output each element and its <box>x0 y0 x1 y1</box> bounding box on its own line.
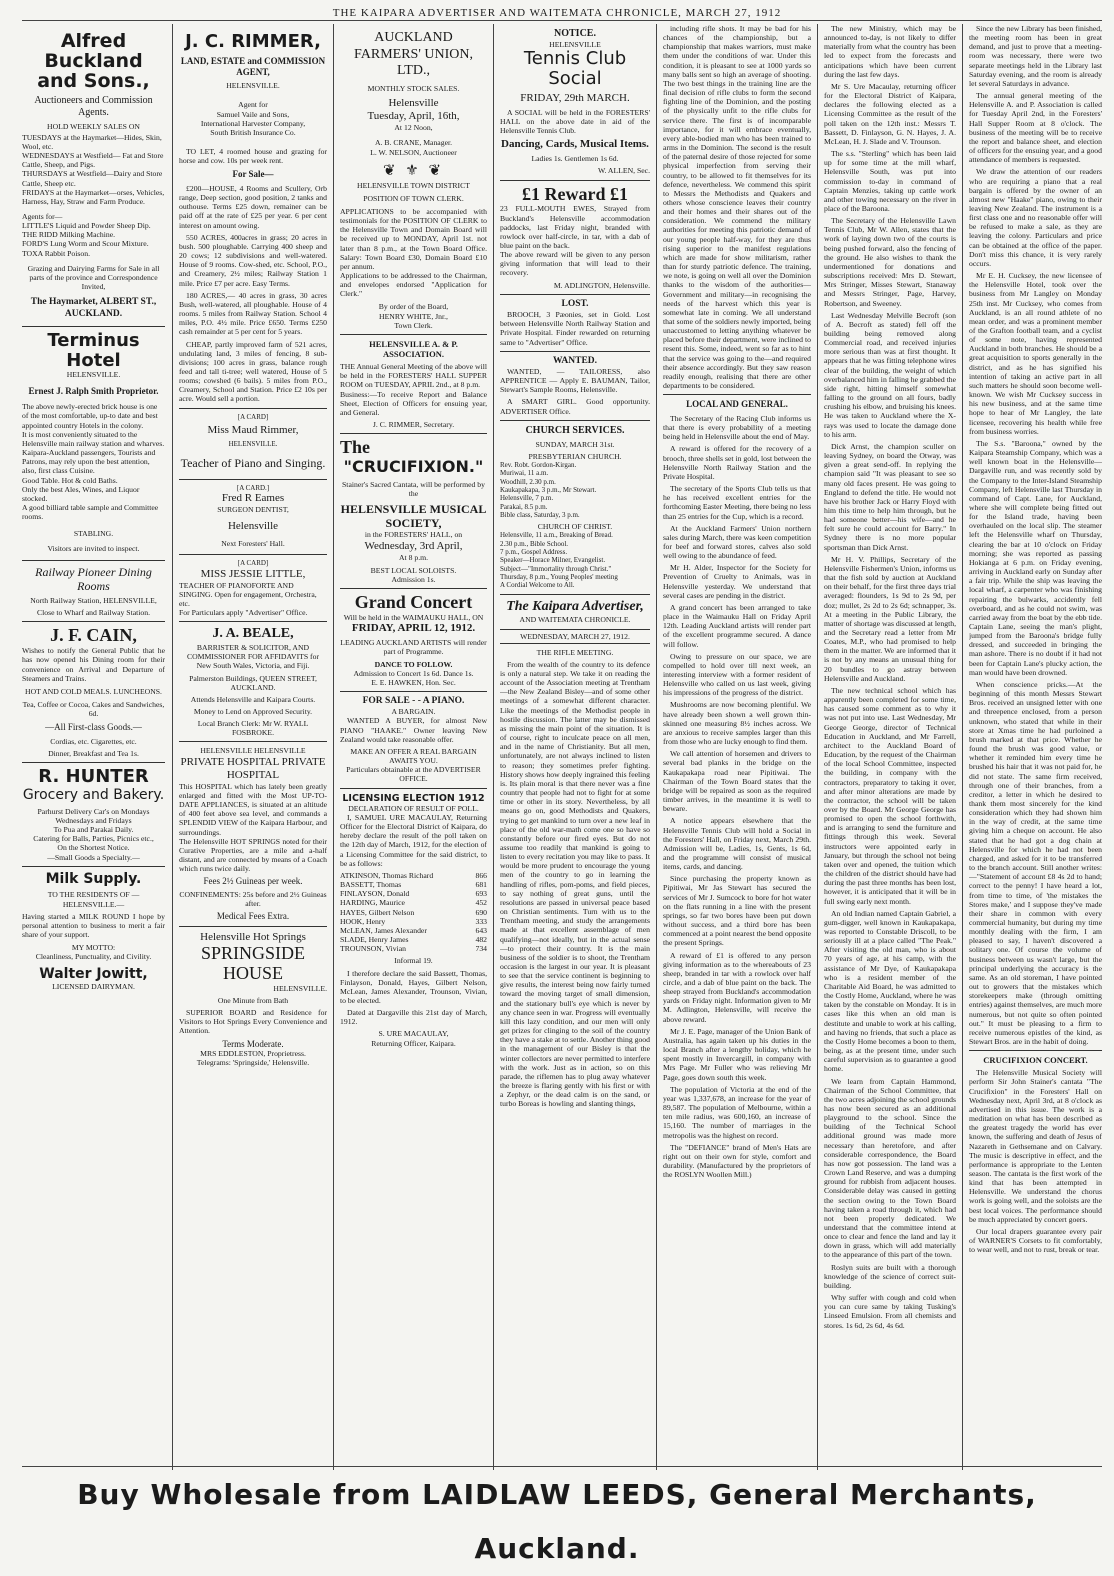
eames-address: Next Foresters' Hall. <box>221 539 285 549</box>
crucifixion-soloists: BEST LOCAL SOLOISTS. <box>370 565 457 575</box>
rimmer-role: LAND, ESTATE and COMMISSION AGENT, <box>180 55 326 77</box>
particulars: Particulars obtainable at the ADVERTISER OFFICE. <box>346 765 481 784</box>
news-para: Mr H. V. Phillips, Secretary of the Helensville Fishermen's Union, informs us that the fish sold by auction at Auckland on their behalf, for the first three days trial averaged: flounders, 1s 9d to 2s 9d, per doz; mullet, 2s 2d to 2s 6d; schnapper, 3s. At a meeting in the Public Library, the matter of shortage was discussed at length, and the Secretary read a letter from Mr Coates, M.P., who had promised to help them in the matter. We are informed that it is not by any means an unusual thing for 20 bundles to go astray between Helensville and Auckland. <box>824 554 956 683</box>
beale-money: Money to Lend on Approved Security. <box>193 707 313 717</box>
concert-leading: LEADING AUCKLAND ARTISTS will render part of Programme. <box>340 638 487 657</box>
crucifixion-admission: Admission 1s. <box>391 575 436 585</box>
candidate-name: McLEAN, James Alexander <box>340 925 427 935</box>
local-para: Mr H. Alder, Inspector for the Society for Prevention of Cruelty to Animals, was in Helensville yesterday. We understand that several cases are pending in the district. <box>663 563 811 600</box>
eames-role: SURGEON DENTIST, <box>217 505 289 514</box>
lost-body: BROOCH, 3 Pæonies, set in Gold. Lost between Helensville North Railway Station and Private Hospital. Finder rewarded on returning same to "Advertiser" Office. <box>500 310 650 347</box>
cain-goods: —All First-class Goods.— <box>45 722 142 733</box>
sale-cheap: CHEAP, partly improved farm of 521 acres, undulating land, 3 miles of fencing, 8 sub-divisions; 100 acres in grass, balance rough feed and tall ti-tree; well watered, House of 5 rooms; cowshed (6 bails). 5 miles from P.O., Creamery, School and Station. Price £2 10s per acre. Would sell a portion. <box>179 339 327 404</box>
candidate-votes: 690 <box>475 907 487 917</box>
local-para: Mr J. E. Page, manager of the Union Bank of Australia, has again taken up his duties in the local Branch after a lengthy holiday, which he spent mostly in Invercargill, in company with Mrs Page. Mr Fuller who was relieving Mr Page, goes down south this week. <box>663 1026 811 1082</box>
eames-card: [A CARD.] <box>236 483 270 492</box>
column-3 <box>340 24 487 1466</box>
cain-body: Wishes to notify the General Public that he has now opened his Dining room for their convenience on Arrival and Departure of Steamers and Trains. <box>22 646 165 683</box>
maud-rimmer-town: HELENSVILLE. <box>228 440 278 448</box>
afu-name: AUCKLAND FARMERS' UNION, LTD., <box>354 30 473 79</box>
crucifixion-in: in the FORESTERS' HALL, on <box>364 530 463 540</box>
church-of-christ-head: CHURCH OF CHRIST. <box>537 522 613 532</box>
divider <box>22 560 165 561</box>
column-rule <box>656 24 657 1470</box>
candidate-name: FINLAYSON, Donald <box>340 889 410 899</box>
to-let: TO LET, 4 roomed house and grazing for horse and cow. 10s per week rent. <box>179 146 327 166</box>
candidate-votes: 693 <box>475 889 487 899</box>
local-para: A reward of £1 is offered to any person giving information as to the whereabouts of 23 sheep, branded in tar with a rowlock over half circle, and a dab of blue paint on the back. The sheep strayed from Buckland's accommodation yards on Friday night. Information given to Mr M. Adlington, Helensville, will receive the above reward. <box>663 950 811 1024</box>
warner-corsets: Our local drapers guarantee every pair of WARNER'S Corsets to fit comfortably, to wear well, and not to rust, break or tear. <box>969 1226 1102 1255</box>
candidate-row <box>340 898 487 907</box>
candidate-row <box>340 871 487 880</box>
column-1 <box>22 24 165 1466</box>
buckland-grazing: Grazing and Dairying Farms for Sale in all parts of the province and Correspondence Invited, <box>27 263 160 292</box>
top-rule <box>22 20 1102 21</box>
eames-town: Helensville <box>227 520 279 533</box>
lost-head: LOST. <box>561 298 589 309</box>
cain-dinner: Dinner, Breakfast and Tea 1s. <box>48 749 139 759</box>
reward-body: 23 FULL-MOUTH EWES, Strayed from Buckland's Helensville accommodation paddocks, last Friday night, branded with rowlock over half-circle, in tar, with a dab of blue paint on the back. The above reward will be given to any person giving information that will lead to their recovery. <box>500 204 650 278</box>
afu-town: Helensville <box>388 97 439 110</box>
candidate-votes: 333 <box>475 916 487 926</box>
news-para: Why suffer with cough and cold when you can cure same by taking Tusking's Linseed Emulsion. From all chemists and stores. 1s 6d, 2s 6d, 4s 6d. <box>824 1293 956 1330</box>
buckland-agents: Agents for— LITTLE'S Liquid and Powder Sheep Dip. THE RIDD Milking Machine. FORD'S Lung Worm and Scour Mixture. TOXA Rabbit Poison. <box>22 212 151 258</box>
local-para: We call attention of horsemen and drivers to several bad planks in the bridge on the Kaukapakapa road near Pipitiwai. The Chairman of the Town Board states that the bridge will be repaired as soon as the required timber arrives, in the meantime it is well to beware. <box>663 749 811 814</box>
candidate-row <box>340 880 487 889</box>
divider <box>500 351 650 352</box>
local-para: The secretary of the Sports Club tells us that he has received excellent entries for the forthcoming Easter Meeting, there being no less than 25 entries for the Cup, which is a record. <box>663 484 811 521</box>
maud-rimmer-name: Miss Maud Rimmer, <box>207 423 299 436</box>
cain-cordials: Cordias, etc. Cigarettes, etc. <box>50 737 137 747</box>
springs-proprietress: MRS EDDLESTON, Proprietress. <box>200 1049 306 1059</box>
church-head: CHURCH SERVICES. <box>525 424 625 436</box>
licensing-declaration: DECLARATION OF RESULT OF POLL. <box>348 803 479 813</box>
wanted-head: WANTED. <box>552 355 598 366</box>
maud-rimmer-role: Teacher of Piano and Singing. <box>180 456 326 471</box>
rifle-body-2: including rifle shots. It may be bad for his chances of the championship, but a championship that makes warriors, must make them under the conditions of war. Under this condition, it is pleasant to see at 1000 yards so many balls sent so high an average of shooting. The two best things in the training line are the final decision of rifle clubs to form the second fighting line of the Dominion, and the posting of the physically unfit to the rifle clubs for service there. The first is of incomparable importance, for it will embrace eventually, every able-bodied man who has been trained to arms in the Dominion. The second is the result of the paternal desire of those rejected for some physical imperfection from serving their country, to be allowed to fit themselves for its defence, nevertheless. We commend this spirit to Messrs the Methodists and Quakers and others whose conscience leaves their country and their homes and their shares out of the consideration. We commend the military authorities for meeting this patriotic demand of our young people half-way, for they are thus rising superior to the manifest regulations which are made for show militarism, rather than for sturdy patriotic defence. The training, we note, is going on well all over the Dominion thanks to the wisdom of the authorities—Government and military—in recognising the needs of the harvest which this year is somewhat late in coming. We all understand that some of the soldiers newly imported, being unaccustomed to letting anything whatever be placed before their department, were inclined to resent this. Some, indeed, went so far as to hint that the service was going to the—and required their absence accordingly. But they saw reason readily enough, realising that there are other departments to be considered. <box>663 24 811 391</box>
reward-head: £1 Reward £1 <box>522 183 628 204</box>
beale-attend: Attends Helensville and Kaipara Courts. <box>190 694 316 704</box>
news-para: Mr S. Ure Macaulay, returning officer for the Electoral District of Kaipara, declares the following elected as a Licensing Committee as the result of the poll taken on the 12th inst.: Messrs T. Bassett, D. Finlayson, G. N. Hayes, J. A. McLean, H. J. Slade and V. Trounson. <box>824 81 956 146</box>
news-para: The Secretary of the Helensville Lawn Tennis Club, Mr W. Allen, states that the work of laying down two of the courts is being pushed forward, also the fencing of the ground. He also wishes to thank the undermentioned for donations and subscriptions received: Mrs D. Stewart, Mrs Stringer, Misses Stewart, Stanaway and Messrs Stringer, Page, Harvey, Robertson, and Sweeney. <box>824 216 956 308</box>
local-para: A reward is offered for the recovery of a brooch, three shells set in gold, lost between the Helensville North Railway Station and the Private Hospital. <box>663 444 811 481</box>
candidate-name: BASSETT, Thomas <box>340 880 402 890</box>
buckland-sales: TUESDAYS at the Haymarket—Hides, Skin, Wool, etc. WEDNESDAYS at Westfield— Fat and Store Cattle, Sheep, and Pigs. THURSDAYS at Westfield—Dairy and Store Cattle, Sheep etc. FRIDAYS at the Haymarket—orses, Vehicles, Harness, Hay, Straw and Farm Produce. <box>22 132 165 206</box>
candidate-row <box>340 917 487 926</box>
divider <box>22 621 165 622</box>
springs-town: HELENSVILLE. <box>273 983 327 993</box>
springs-name: SPRINGSIDE HOUSE <box>200 943 306 983</box>
piano-head: FOR SALE - - A PIANO. <box>362 696 465 706</box>
elected-intro: I therefore declare the said Bassett, Thomas, Finlayson, Donald, Hayes, Gilbert Nelson, McLean, James Alexander, Trounson, Vivian, to be elected. <box>340 968 487 1005</box>
hunter-body: Parhurst Delivery Car's on Mondays Wednesdays and Fridays To Pua and Parakai Daily. Catering for Balls, Parties, Picnics etc., On the Shortest Notice. —Small Goods a Specialty.— <box>33 806 154 862</box>
springs-head: Helensville Hot Springs <box>200 931 306 944</box>
divider <box>22 866 165 867</box>
divider <box>663 394 811 395</box>
hospital-fees: Fees 2½ Guineas per week. <box>203 876 303 887</box>
divider <box>500 594 650 595</box>
local-para: The population of Victoria at the end of the year was 1,337,678, an increase for the year of 89,587. The population of Melbourne, within a ten mile radius, was 600,160, an increase of 15,160. The number of marriages in the metropolis was the highest on record. <box>663 1084 811 1140</box>
informal-votes: Informal 19. <box>394 956 433 966</box>
divider <box>179 554 327 555</box>
local-para: A grand concert has been arranged to take place in the Waimauku Hall on Friday April 12th. Leading Auckland artists will render part of the excellent programme secured. A dance will follow. <box>663 602 811 649</box>
divider <box>179 408 327 409</box>
footer-banner: Buy Wholesale from LAIDLAW LEEDS, General Merchants, Auckland. <box>77 1478 1037 1565</box>
card-label: [A CARD] <box>237 412 269 421</box>
railway-location: North Railway Station, HELENSVILLE, <box>30 596 157 606</box>
for-sale: For Sale— <box>232 169 274 180</box>
candidate-name: SLADE, Henry James <box>340 935 409 945</box>
terminus-stabling: STABLING. <box>73 529 114 539</box>
afu-sales: MONTHLY STOCK SALES. <box>367 83 460 93</box>
paper-name: The Kaipara Advertiser, <box>506 598 644 614</box>
news-para: The annual general meeting of the Helensville A. and P. Association is called for Tuesday April 2nd, in the Foresters' Hall Supper Room at 8 o'clock. The business of the meeting will be to receive the report and balance sheet, and election of officers for the ensuing year, and a good attendance of members is requested. <box>969 91 1102 165</box>
concert-held: Will be held in the WAIMAUKU HALL, ON <box>343 612 484 622</box>
news-para: Mr E. H. Cucksey, the new licensee of the Helensville Hotel, took over the business from Mr Langley on Monday 25th inst. Mr Cucksey, who comes from Auckland, is an all round athlete of no mean order, and was a prominent member of the Grafton football team, and a cyclist of some note, having represented Auckland in both branches. He should be a great acquisition to sports generally in the district, and as he has signified his intention of taking an active part in all such matters he should soon become well-known. We wish Mr Cucksey success in his new business, and at the same time hope to hear of Mr Langley, the late licensee, recovering his health while free from business worries. <box>969 271 1102 436</box>
column-rule <box>817 24 818 1470</box>
afu-date: Tuesday, April, 16th, <box>367 110 460 123</box>
milk-to: TO THE RESIDENTS OF —HELENSVILLE.— <box>47 890 140 909</box>
candidate-votes: 681 <box>475 880 487 890</box>
candidate-votes: 734 <box>475 944 487 954</box>
district-body: APPLICATIONS to be accompanied with testimonials for the POSITION OF CLERK to the Helensville Town and Domain Board will be received up to MONDAY, April 1st. not later than 8 p.m., at the Town Board Office. Salary: Town Board £30, Domain Board £10 per annum. Applications to be addressed to the Chairman, and envelopes endorsed "Application for Clerk." <box>340 206 487 299</box>
news-para: The s.s. "Sterling" which has been laid up for some time at the mill wharf, Helensville South, was put into commission to-day in command of Captain Menzies, taking up cattle work and other towing necessary on the river in place of the Baroona. <box>824 149 956 213</box>
make-offer: MAKE AN OFFER A REAL BARGAIN AWAITS YOU. <box>350 746 477 766</box>
news-para: We draw the attention of our readers who are requiring a piano that a real bargain is offered by the owner of an almost new "Haake" piano, owing to their leaving New Zealand. The instrument is a first class one and no reasonable offer will be refused to make a sale, as they are leaving the colony. Particulars and price can be obtained at the office of the paper. Don't miss this chance, it is very rarely occurs. <box>969 167 1102 268</box>
candidate-list <box>340 871 487 953</box>
tennis-title: Tennis Club Social <box>523 48 627 89</box>
bottom-rule <box>22 1466 1102 1467</box>
jowitt-role: LICENSED DAIRYMAN. <box>52 982 135 992</box>
little-body: TEACHER OF PIANOFORTE AND SINGING. Open for engagement, Orchestra, etc. For Particulars apply "Advertiser" Office. <box>179 580 317 618</box>
local-para: The Secretary of the Racing Club informs us that there is every probability of a meeting being held in Helensville about the end of May. <box>663 413 811 442</box>
rimmer-town: HELENSVILLE. <box>226 81 280 91</box>
candidate-votes: 866 <box>475 870 487 880</box>
news-para: The new technical school which has apparently been completed for some time, has caused some comment as to why it was not put into use. Last Wednesday, Mr George George, director of Technical Education in Auckland, and Mr Farrell, architect to the Auckland Board of Education, by the request of the Chairman of the local School Committee, inspected the building, in company with the contractors, preparatory to taking it over, and after minor alterations are made by the contractor, the school will be taken over by the Board. Mr George George has promised to open the school forthwith, and is arranging to send the furniture and fittings through this week. Several instructors were appointed early in January, but through the school not being taken over and opened, the tuition which the children of the district should have had during the past three months has been lost, however, it is anticipated that it will be in full swing early next month. <box>824 685 956 906</box>
news-para: Last Wednesday Melville Becroft (son of A. Becroft as stated) fell off the building being removed along Commercial road, and received injuries more serious than was at first thought. It appears that he was fitting telephone wires clear of the building, the weight of which overbalanced him in falling he grabbed the side right, hitting himself somewhat falling to the ground on all fours, badly crushing his elbow, and bruising his knees. He was taken to Auckland where the X-rays was used to locate the damage done to his arm. <box>824 310 956 439</box>
afu-people: A. B. CRANE, Manager. L. W. NELSON, Auctioneer <box>370 138 457 157</box>
paper-and: AND WAITEMATA CHRONICLE. <box>519 615 631 625</box>
column-rule <box>493 24 494 1470</box>
tennis-dancing: Dancing, Cards, Musical Items. <box>501 138 649 151</box>
candidate-name: HARDING, Maurice <box>340 898 405 908</box>
eames-name: Fred R Eames <box>221 491 285 504</box>
candidate-row <box>340 908 487 917</box>
buckland-address: The Haymarket, ALBERT ST., AUCKLAND. <box>30 297 157 319</box>
rimmer-name: J. C. RIMMER, <box>185 31 321 52</box>
presbyterian-head: PRESBYTERIAN CHURCH. <box>528 451 622 461</box>
local-para: Owing to pressure on our space, we are compelled to hold over till next week, an interesting interview with a former resident of Helensville who called on us last week, giving his impressions of the progress of the district. <box>663 651 811 698</box>
tennis-body: A SOCIAL will be held in the FORESTERS' HALL on the above date in aid of the Helensville Tennis Club. <box>500 107 650 136</box>
licensing-head: LICENSING ELECTION 1912 <box>342 792 485 804</box>
column-4 <box>500 24 650 1466</box>
tennis-prices: Ladies 1s. Gentlemen 1s 6d. <box>531 154 619 164</box>
sale-200: £200—HOUSE, 4 Rooms and Scullery, Orb range, Deep section, good position, 2 tanks and outhouse. Terms £25 down, remainer can be paid off at the rate of £25 per year. 6 per cent interest on amount owing. <box>179 184 327 230</box>
tennis-date: FRIDAY, 29th MARCH. <box>520 91 630 104</box>
rimmer-agent: Agent for Samuel Vaile and Sons, International Harvester Company, South British Insurance Co. <box>200 100 306 137</box>
crucifixion-concert-body: The Helensville Musical Society will perform Sir John Stainer's cantata "The Crucifixion" in the Foresters' Hall on Wednesday next, April 3rd, at 8 o'clock as advertised in this issue. The work is a meditation on what has been described as the greatest tragedy the world has ever known, the suffering and death of Jesus of Nazareth in Gethsemane and on Calvary. The music is descriptive in effect, and the performance is appropriate to the Lenten season. The cantata is the first work of the kind that has been attempted in Helensville. We understand the chorus work is going well, and the soloists are the best local voices. The performance should be much appreciated by concert goers. <box>969 1068 1102 1224</box>
hospital-confinements: CONFINEMENTS: 25s before and 2½ Guineas after. <box>179 890 327 909</box>
candidate-name: HOOK, Henry <box>340 916 386 926</box>
afu-time: At 12 Noon, <box>394 123 433 133</box>
little-card: [A CARD] <box>237 559 269 568</box>
candidate-row <box>340 935 487 944</box>
terminus-town: HELENSVILLE. <box>66 370 121 380</box>
news-para: When conscience pricks.—At the beginning of this month Messrs Stewart Bros. received an unsigned letter with one and threepence enclosed, from a person unknown, who stated that while in their store at Xmas time he had purloined a brush marked at that price. Whether he found the brush was good value, or whether it reminded him every time he brushed his hair that it was not paid for, he did not state. The same firm received, through one of their branches, from a creditor, a letter in which he desired to thank them most sincerely for the kind consideration which they had shown him in the way of credit, at the same time giving him a cheque on account. He also stated that he had got a dog chain at Helensville for which he had not been charged, and asked for it to be transferred to the branch account. Still another writes:—"Statement of account £8 4s 2d to hand; correct to the penny! I have heard a lot, from time to time, of 'the mistakes the Stores make,' and I suppose they've made their share in common with every commercial humanity, but during my time monthly dealing with the firm, I am pleased to say, I haven't discovered a solitary one. Of course the volume of business between us wasn't large, but the principal underlying the accuracy is the same. As an old storeman, I have pointed out to growers that the mistakes which storekeepers make (through omitting entries) against themselves, are much more numerous, but not quite so often pointed out." It must be pleasing to a firm to receive numerous epistles of the kind, as Stewart Bros. are in the habit of doing. <box>969 679 1102 1047</box>
hospital-head: HELENSVILLE HELENSVILLE <box>200 746 306 756</box>
wanted-buyer: WANTED A BUYER, for almost New PIANO "HAAKE." Owner leaving New Zealand would take reasonable offer. <box>340 716 487 744</box>
newspaper-page <box>22 24 1102 1466</box>
springs-telegrams: Telegrams: 'Springside,' Helensville. <box>196 1058 310 1068</box>
divider <box>340 691 487 692</box>
column-6 <box>824 24 956 1466</box>
terminus-body: The above newly-erected brick house is one of the most comfortable, up-to date and best appointed country Hotels in the colony. It is most conveniently situated to the Helensville main railway station and wharves. Kaipara-Auckland passengers, Tourists and Patrons, may rely upon the best attention, also, first class Cuisine. Good Table. Hot & cold Baths. Only the best Ales, Wines, and Liquor stocked. A good billiard table sample and Committee rooms. <box>22 402 165 522</box>
rifle-head: THE RIFLE MEETING. <box>536 647 614 657</box>
news-para: The new Ministry, which may be announced to-day, is not likely to differ materially from what the country has been led to expect from the forecasts and anticipations which have been current during the last few days. <box>824 24 956 79</box>
buckland-name: Alfred Buckland and Sons., <box>37 30 150 92</box>
column-2 <box>179 24 327 1466</box>
divider <box>340 588 487 589</box>
jowitt-name: Walter Jowitt, <box>39 965 148 982</box>
beale-clerk: Local Branch Clerk: Mr W. RYALL FOSBROKE. <box>197 719 309 738</box>
dated: Dated at Dargaville this 21st day of March, 1912. <box>340 1008 487 1027</box>
divider <box>179 926 327 927</box>
springs-minute: One Minute from Bath <box>217 995 289 1005</box>
springs-body: SUPERIOR BOARD and Residence for Visitors to Hot Springs Every Convenience and Attention. <box>179 1008 327 1036</box>
divider <box>22 326 165 327</box>
sale-180: 180 ACRES,— 40 acres in grass, 30 acres Bush, well-watered, all ploughable. House of 4 rooms. 5 miles from Railway Station. School 4 miles, P.O. 4½ mile. Price £650. Terms £250 cash remainder at 5 per cent for 5 years. <box>179 290 327 337</box>
hunter-name: R. HUNTER <box>38 766 149 788</box>
cain-menu: Tea, Coffee or Cocoa, Cakes and Sandwiches, 6d. <box>22 700 165 719</box>
concert-date: FRIDAY, APRIL 12, 1912. <box>351 622 476 635</box>
column-rule <box>333 24 334 1470</box>
rifle-body-1: From the wealth of the country to its defence is only a natural step. We take it on reading the account of the Association meeting at Trentham—the New Zealand Bisley—and of some other meetings of a somewhat different character. Like the meetings of the Methodist people in hostile discussion. The latter may be dismissed as missing the main point of the situation. It is of course, right to inculcate peace on all men, and in the name of Christianity. But all men, unfortunately, are not always inclined to listen to reason; they sometimes prefer fighting. History shows how deeply ingrained this feeling is. Its plain moral is that there never was a fine country that people had not to fight for at some time or other in its story. Nevertheless, by all means go on, good Methodists and Quakers, trying to get mankind to turn over a new leaf in place of the old war-math come one so have so constantly before our fired eyes. But do not assume too readily that mankind is going to listen to every recitation you may like to pass. It would be more prudent to encourage the young men of the country to go in learning the handling of rifles, pom-poms, and field pieces, to say nothing of great guns, until the resolutions are passed in universal peace based on Christian sentiments. Turn with us to the Trentham meeting, and study the arrangements made at that excellent assemblage of men qualifying—not ideally, but in the actual sense—to protect their country. It is the main business of the soldier is to shoot, the Trentham occasion is the largest in our year. It is pleasant to see that the service continent is beginning to give results, the interest being now fairly turned toward the moving target of small dimension, and the stationary bull's eye which is never by any chance seen in war. Progress will eventually kill this lazy condition, and our men will only get prizes for clinging to the soil of the country they have a stake at to settle. Another thing good in the management of our Bisley is that the winter collectors are never permitted to interfere with the work. Just as in action, so on this parade, the riflemen has to plug away whatever the breeze is flaring gently with his first or with a Zephyr, or the dead calm is on the sand, or turbo Boreas is howling and slanting things, <box>500 659 650 1109</box>
news-para: The S.s. "Baroona," owned by the Kaipara Steamship Company, which was a well known boat in the Helensville—Dargaville run, and was recently sold by the Company to the Inter-Island Steamship Company, left Helensville last Thursday in command of Capt. Lane, for Auckland, where she will complete being fitted out for the Island trade, having been overhauled on the local slip. The steamer left the Helensville wharf on Thursday, clearing the bar at 10 o'clock on Friday morning; she was reported as passing Hokianga at 6 p.m. on Friday evening, arriving in Auckland early on Sunday after a fair trip. While the ship was leaving the local wharf, a carpenter who was finishing repairing the bulwarks, accidently fell overboard, and as he could not swim, was carried away from the boat by the ebb tide. Captain Lane, seeing the man's plight, jumped from the Baroona's bridge fully dressed, and succeeded in bringing the man ashore. There is no doubt if it had not been for Captain Lane's plucky action, the man would have been drowned. <box>969 438 1102 677</box>
candidate-row <box>340 889 487 898</box>
divider <box>969 1050 1102 1051</box>
paper-date: WEDNESDAY, MARCH 27, 1912. <box>500 629 650 644</box>
railway-near: Close to Wharf and Railway Station. <box>36 608 150 618</box>
divider <box>179 621 327 622</box>
cain-name: J. F. CAIN, <box>50 625 137 646</box>
divider <box>179 479 327 480</box>
wanted-tailoress: WANTED, — TAILORESS, also APPRENTICE — Apply E. BAUMAN, Tailor, Stewart's Sample Rooms, Helensville. <box>500 367 650 395</box>
crucifixion-title: "CRUCIFIXION." <box>343 457 484 477</box>
milk-motto: MY MOTTO: Cleanliness, Punctuality, and Civility. <box>35 943 152 962</box>
dated-sign: S. URE MACAULAY, Returning Officer, Kaipara. <box>371 1029 456 1048</box>
milk-body: Having started a MILK ROUND I hope by personal attention to business to merit a fair share of your support. <box>22 911 165 940</box>
local-para: Mushrooms are now becoming plentiful. We have already been shown a well grown thin-skinned one measuring 8½ inches across. We are anxious to receive samples larger than this from those who are lucky enough to find them. <box>663 700 811 747</box>
reward-sign: M. ADLINGTON, Helensville. <box>553 280 650 290</box>
candidate-name: TROUNSON, Vivian <box>340 944 407 954</box>
presbyterian-body: Rev. Robt. Gordon-Kirgan. Muriwai, 11 a.m. Woodhill, 2.30 p.m. Kaukapakapa, 3 p.m., Mr Stewart. Helensville, 7 p.m. Parakai, 8.5 p.m. Bible class, Saturday, 3 p.m. <box>500 460 597 519</box>
springs-terms: Terms Moderate. <box>222 1038 284 1049</box>
candidate-name: ATKINSON, Thomas Richard <box>340 870 434 880</box>
concert-admission: Admission to Concert 1s 6d. Dance 1s. <box>353 668 474 678</box>
crest-icon: ❦ ⚜ ❦ <box>382 162 445 179</box>
column-rule <box>172 24 173 1470</box>
district-position: POSITION OF TOWN CLERK. <box>363 193 464 203</box>
district-head: HELENSVILLE TOWN DISTRICT <box>357 180 470 190</box>
buckland-role: Auctioneers and Commission Agents. <box>34 94 153 118</box>
crucifixion-society: HELENSVILLE MUSICAL SOCIETY, <box>340 501 487 531</box>
church-of-christ-body: Helensville, 11 a.m., Breaking of Bread. 2.30 p.m., Bible School. 7 p.m., Gospel Address. Speaker—Horace Milner, Evangelist. Subject—"Immortality through Christ." Thursday, 8 p.m., Young Peoples' meeting A Cordial Welcome to All. <box>500 531 618 590</box>
local-para: A notice appears elsewhere that the Helensville Tennis Club will hold a Social in the Foresters' Hall, on Friday next, March 29th. Admission will be, Ladies, 1s, Gents, 1s 6d, and the programme will consist of musical items, cards, and dancing. <box>663 816 811 872</box>
candidate-row <box>340 926 487 935</box>
divider <box>340 334 487 335</box>
candidate-votes: 643 <box>475 925 487 935</box>
column-5 <box>663 24 811 1466</box>
crucifixion-concert-head: CRUCIFIXION CONCERT. <box>983 1055 1088 1066</box>
ap-body: THE Annual General Meeting of the above will be held in the FORESTERS' HALL SUPPER ROOM on TUESDAY, APRIL 2nd., at 8 p.m. Business:—To receive Report and Balance Sheet, Election of Officers for ensuing year, and General. <box>340 362 487 417</box>
cain-meals: HOT AND COLD MEALS. LUNCHEONS. <box>25 686 162 696</box>
railway-name: Railway Pioneer Dining Rooms <box>35 564 152 593</box>
candidate-name: HAYES, Gilbert Nelson <box>340 907 415 917</box>
tennis-town: HELENSVILLE <box>549 39 601 49</box>
terminus-visitors: Visitors are invited to inspect. <box>47 544 140 554</box>
hunter-trade: Grocery and Bakery. <box>22 787 165 804</box>
hospital-name: PRIVATE HOSPITAL PRIVATE HOSPITAL <box>180 755 326 781</box>
sale-550: 550 ACRES, 400acres in grass; 20 acres in bush. 500 ploughable. Carrying 400 sheep and 20 cows; 12 subdivisions and well-watered. House of 9 rooms. Cow-shed, etc. School, P.O., and Creamery, 2½ miles; Railway Station 1 mile. Price £7 per acre. Easy Terms. <box>179 232 327 288</box>
licensing-body: I, SAMUEL URE MACAULAY, Returning Officer for the Electoral District of Kaipara, do hereby declare the result of the poll taken on the 12th day of March, 1912, for the election of a Licensing Committee for the said district, to be as follows: <box>340 813 487 868</box>
concert-title: Grand Concert <box>354 592 473 613</box>
beale-address: Palmerston Buildings, QUEEN STREET, AUCKLAND. <box>189 673 317 692</box>
news-para: An old Indian named Captain Gabriel, a gum-digger, well known in Kaukapakapa, was reported to Constable Driscoll, to be seriously ill at a place called "The Peak." After visiting the old man, who is about 70 years of age, at his camp, with the assistance of Mr Dye, of Kaukapakapa who is a resident member of the Charitable Aid Board, he was admitted to the Costly Home, Auckland, where he was taken by the constable on Monday. It is in cases like this when an old man is destitute and unable to work at his calling, and having no friends, that such a place as the Costly Home becomes a boon to them, being, as at the present time, under such careful supervision as to guarantee a good home. <box>824 908 956 1074</box>
district-order: By order of the Board, HENRY WHITE, Jnr., Town Clerk. <box>378 302 449 330</box>
crucifixion-date: Wednesday, 3rd April, <box>364 539 463 552</box>
terminus-proprietor: Ernest J. Ralph Smith Proprietor. <box>28 385 159 396</box>
divider <box>340 433 487 434</box>
news-para: Roslyn suits are built with a thorough knowledge of the science of correct suit-building. <box>824 1262 956 1290</box>
masthead: THE KAIPARA ADVERTISER AND WAITEMATA CHRONICLE, MARCH 27, 1912 <box>332 7 782 19</box>
local-para: Since purchasing the property known as Pipitiwai, Mr Jas Stewart has secured the services of Mr J. Sumcock to bore for hot water on the flats running in a line with the present springs, so far two bores have been put down without success, and a third bore has been commenced at a point nearest the bend opposite the present Springs. <box>663 874 811 948</box>
ap-head: HELENSVILLE A. & P. ASSOCIATION. <box>369 338 458 360</box>
divider <box>500 180 650 181</box>
beale-role: BARRISTER & SOLICITOR, AND COMMISSIONER FOR AFFIDAVITS for New South Wales, Victoria, and Fiji. <box>186 643 320 671</box>
column-rule <box>962 24 963 1470</box>
divider <box>22 762 165 763</box>
local-para: The "DEFIANCE" brand of Men's Hats are right out on their own for style, comfort and durability. (Manufactured by the proprietors of the ROSLYN Woollen Mill.) <box>663 1142 811 1180</box>
hospital-body: This HOSPITAL which has lately been greatly enlarged and fitted with the Most UP-TO-DATE APPLIANCES, is situated at an altitude of 400 feet above sea level, and commands a SPLENDID VIEW of the Kaipara Harbour, and surroundings. The Helensville HOT SPRINGS noted for their Curative Properties, are a mile and a-half distant, and are connected by means of a Coach which runs twice daily. <box>179 781 327 874</box>
column-7 <box>969 24 1102 1466</box>
buckland-sales-head: HOLD WEEKLY SALES ON <box>47 121 140 131</box>
divider <box>179 741 327 742</box>
news-para: We learn from Captain Hammond, Chairman of the School Committee, that the two acres adjoining the school grounds has now been secured as an additional playground to the school. Since the building of the Technical School additional ground was made more necessary than heretofore, and after considerable correspondence, the Board has now got possession. The land was a Crown Land Reserve, and was a dumping ground for rubbish from adjacent houses. Considerable delay was caused in getting the section owing to the Town Board having taken a road through it, which had not been properly dedicated. We understand that the committee intend at once to clear and fence the land and lay it down in grass, which will add materially to the appearance of this part of the town. <box>824 1076 956 1260</box>
crucifixion-body: Stainer's Sacred Cantata, will be performed by the <box>342 479 485 498</box>
milk-title: Milk Supply. <box>45 870 142 887</box>
beale-name: J. A. BEALE, <box>212 626 294 642</box>
ap-sign: J. C. RIMMER, Secretary. <box>372 420 455 430</box>
little-name: MISS JESSIE LITTLE, <box>200 567 306 580</box>
bargain: A BARGAIN. <box>391 707 436 717</box>
tennis-notice: NOTICE. <box>554 28 596 39</box>
divider <box>500 294 650 295</box>
crucifixion-time: At 8 p.m. <box>398 552 429 562</box>
wanted-girl: A SMART GIRL. Good opportunity. ADVERTISER Office. <box>500 397 650 416</box>
candidate-votes: 482 <box>475 935 487 945</box>
church-date: SUNDAY, MARCH 31st. <box>535 439 615 449</box>
candidate-row <box>340 944 487 953</box>
terminus-name: Terminus Hotel <box>47 329 140 371</box>
candidate-votes: 452 <box>475 898 487 908</box>
news-para: Since the new Library has been finished, the meeting room has been in great demand, and just to prove that a meeting-room was necessary, there were two separate meetings held in the Library last Saturday evening, and the room is already let several Saturdays in advance. <box>969 24 1102 88</box>
news-para: Dick Arnst, the champion sculler on leaving Sydney, on board the Otway, was given a great send-off. In replying the champion said "It was pleasant to see so many old faces present. He was going to England to defend the title. He would not have his brother Jack or Harry Floyd with him this time to help him through, but he had someone better—his wife—and he felt sure he could account for Barry." In Sydney there is no more popular sportsman than Dick Arnst. <box>824 441 956 552</box>
hospital-medical: Medical Fees Extra. <box>216 911 290 922</box>
tennis-secretary: W. ALLEN, Sec. <box>597 166 650 176</box>
divider <box>340 788 487 789</box>
local-head: LOCAL AND GENERAL. <box>686 399 788 410</box>
concert-dance: DANCE TO FOLLOW. <box>374 659 453 669</box>
concert-secretary: E. E. HAWKEN, Hon. Sec. <box>371 677 456 687</box>
divider <box>500 420 650 421</box>
crucifixion-the: The <box>340 437 371 458</box>
local-para: At the Auckland Farmers' Union northern sales during March, there was keen competition for beef and forward stores, calves also sold well owing to the abundance of feed. <box>663 523 811 561</box>
